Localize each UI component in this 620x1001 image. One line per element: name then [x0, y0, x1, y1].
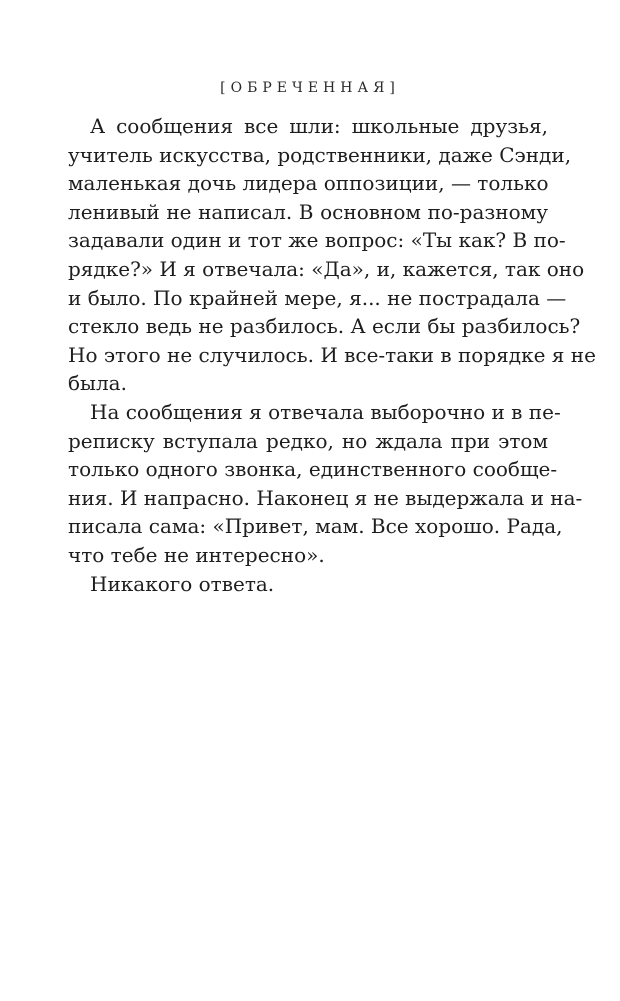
text-line: писала сама: «Привет, мам. Все хорошо. Рада, [68, 514, 563, 539]
text-line: Никакого ответа. [90, 571, 275, 596]
text-line: Но этого не случилось. И все-таки в порядке я не [68, 342, 596, 367]
text-line: стекло ведь не разбилось. А если бы разбилось? [68, 314, 581, 339]
body-text [68, 112, 596, 598]
text-line: реписку вступала редко, но ждала при этом [68, 428, 548, 453]
text-line: только одного звонка, единственного сообще- [68, 457, 558, 482]
text-line: была. [68, 371, 127, 396]
text-line: ния. И напрасно. Наконец я не выдержала и на- [68, 485, 583, 510]
paragraph-1 [68, 112, 596, 398]
running-head: [ОБРЕЧЕННАЯ] [220, 80, 400, 96]
text-line: учитель искусства, родственники, даже Сэнди, [68, 142, 572, 167]
text-line: На сообщения я отвечала выборочно и в пе- [90, 399, 561, 424]
text-line: что тебе не интересно». [68, 542, 325, 567]
text-line: ленивый не написал. В основном по-разному [68, 199, 548, 224]
text-line: А сообщения все шли: школьные друзья, [90, 114, 548, 138]
text-line: рядке?» И я отвечала: «Да», и, кажется, так оно [68, 256, 585, 281]
paragraph-3 [68, 570, 548, 599]
text-line: маленькая дочь лидера оппозиции, — только [68, 171, 549, 196]
text-line: задавали один и тот же вопрос: «Ты как? В по- [68, 228, 566, 253]
paragraph-2 [68, 398, 583, 570]
text-line: и было. По крайней мере, я... не пострадала — [68, 285, 567, 310]
